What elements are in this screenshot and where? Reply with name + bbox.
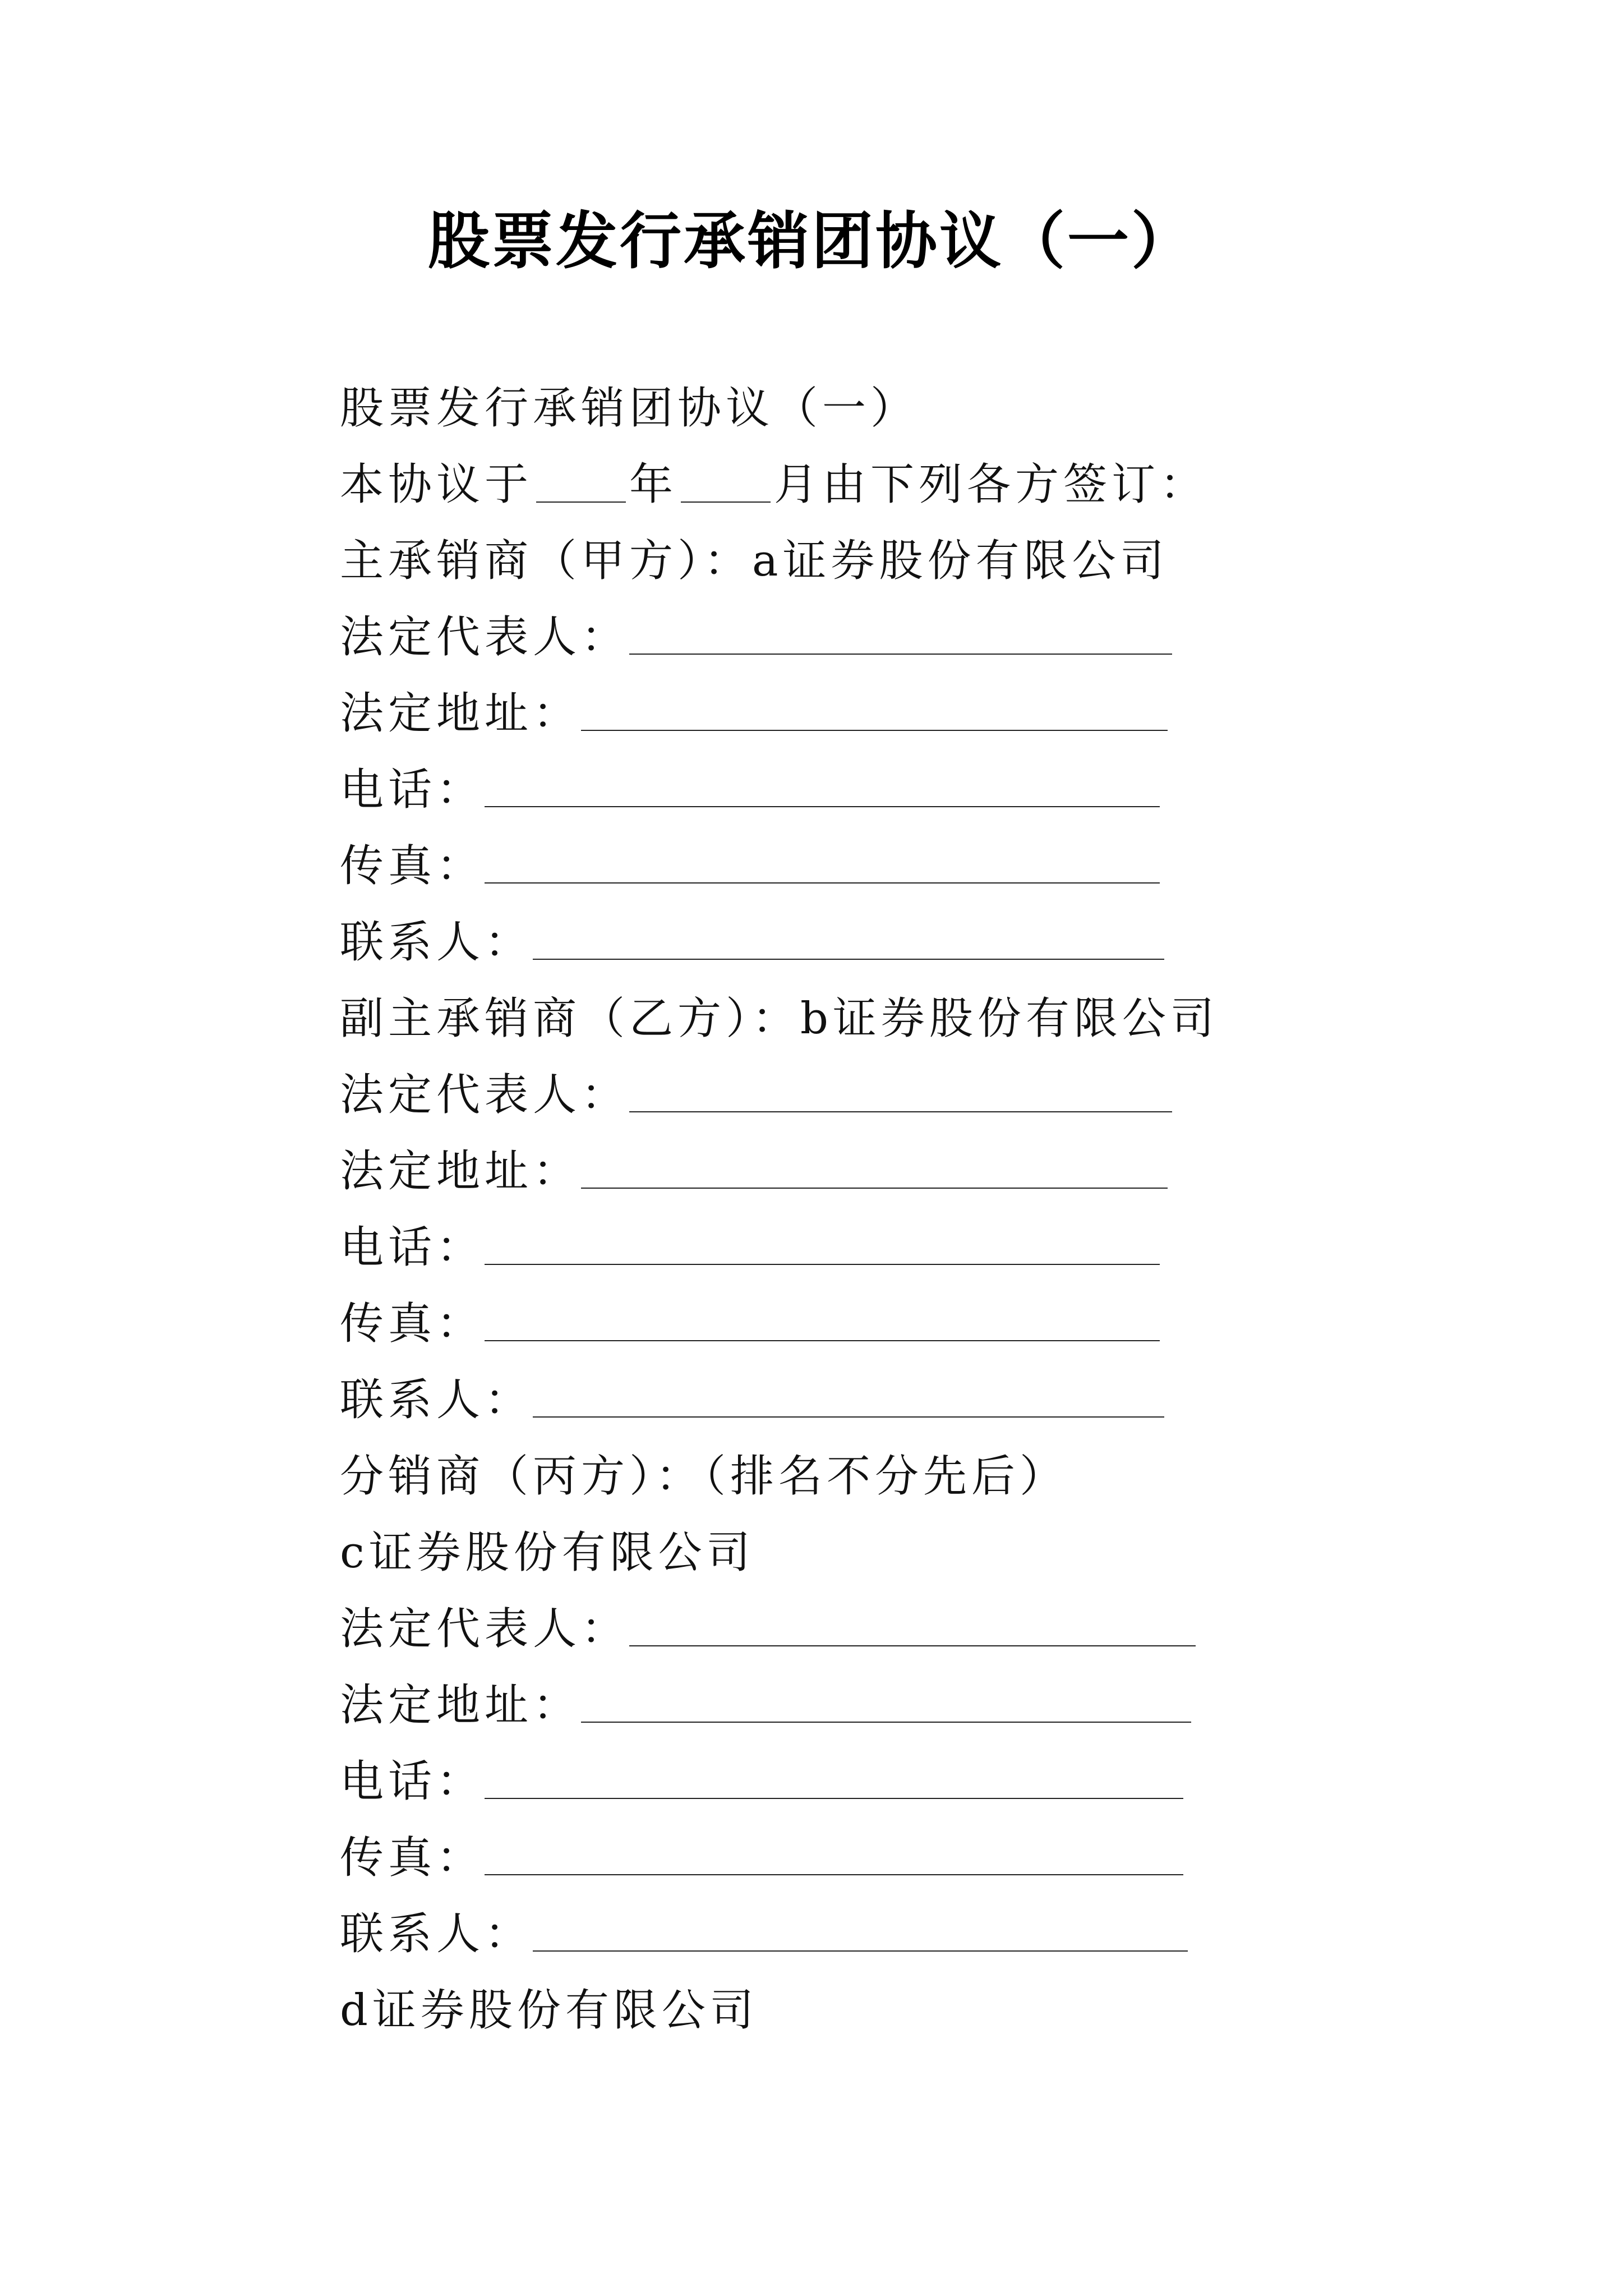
party-b-fax-label: 传真： [340,1299,485,1349]
party-c-phone-blank[interactable] [485,1798,1183,1799]
party-c-contact-label: 联系人： [340,1909,533,1959]
party-c-contact-line [340,1896,1237,1972]
party-a-address-line [340,675,1237,752]
party-b-rep-blank[interactable] [629,1111,1172,1112]
intro-prefix: 本协议于 [340,459,533,510]
party-c-phone-line [340,1743,1237,1820]
party-c-phone-label: 电话： [340,1756,485,1807]
intro-month-label: 月由下列各方签订： [774,459,1209,510]
party-c-contact-blank[interactable] [533,1950,1188,1952]
document-title: 股票发行承销团协议（一） [428,205,1195,277]
party-c-fax-line [340,1820,1237,1896]
body-heading: 股票发行承销团协议（一） [340,383,919,434]
party-d-company: d证券股份有限公司 [340,1985,758,2036]
party-c-fax-label: 传真： [340,1833,485,1883]
party-c-rep-line [340,1591,1237,1667]
party-b-phone-blank[interactable] [485,1264,1160,1265]
party-c-heading: 分销商（丙方）：（排名不分先后） [340,1451,1068,1502]
party-a-fax-blank[interactable] [485,882,1160,884]
party-b-address-label: 法定地址： [340,1146,582,1197]
party-a-fax-line [340,828,1237,904]
party-a-rep-line [340,599,1237,675]
intro-year-label: 年 [629,459,678,510]
party-a-address-blank[interactable] [581,730,1168,731]
party-c-address-label: 法定地址： [340,1680,582,1731]
party-a-phone-line [340,752,1237,828]
party-b-phone-label: 电话： [340,1222,485,1273]
party-c-rep-label: 法定代表人： [340,1604,630,1654]
party-b-heading-line [340,981,1237,1057]
party-a-fax-label: 传真： [340,841,485,891]
party-b-rep-line [340,1057,1237,1133]
month-blank[interactable] [681,467,771,503]
party-a-heading-line [340,523,1237,599]
party-a-rep-blank[interactable] [629,654,1172,655]
party-d-company-line [340,1972,1237,2049]
party-c-address-line [340,1667,1237,1743]
party-b-phone-line [340,1209,1237,1286]
intro-line [340,447,1237,523]
party-b-fax-line [340,1286,1237,1362]
party-b-contact-line [340,1362,1237,1438]
party-b-rep-label: 法定代表人： [340,1070,630,1120]
party-a-contact-line [340,904,1237,981]
party-a-heading: 主承销商（甲方）：a证券股份有限公司 [340,536,1169,586]
party-a-contact-blank[interactable] [533,959,1164,960]
party-c-heading-line [340,1438,1237,1515]
party-b-fax-blank[interactable] [485,1340,1160,1341]
body-heading-line [340,370,1237,447]
party-a-contact-label: 联系人： [340,917,533,968]
party-b-contact-blank[interactable] [533,1416,1164,1418]
party-b-heading: 副主承销商（乙方）：b证券股份有限公司 [340,993,1219,1044]
party-c-rep-blank[interactable] [629,1645,1196,1646]
party-c-fax-blank[interactable] [485,1874,1183,1875]
year-blank[interactable] [536,467,626,503]
party-b-contact-label: 联系人： [340,1375,533,1425]
party-a-phone-blank[interactable] [485,806,1160,807]
party-b-address-line [340,1133,1237,1209]
party-c-address-blank[interactable] [581,1722,1191,1723]
party-a-address-label: 法定地址： [340,688,582,739]
party-c-company: c证券股份有限公司 [340,1527,755,1578]
party-c-company-line [340,1515,1237,1591]
party-b-address-blank[interactable] [581,1188,1168,1189]
party-a-phone-label: 电话： [340,765,485,815]
party-a-rep-label: 法定代表人： [340,612,630,662]
